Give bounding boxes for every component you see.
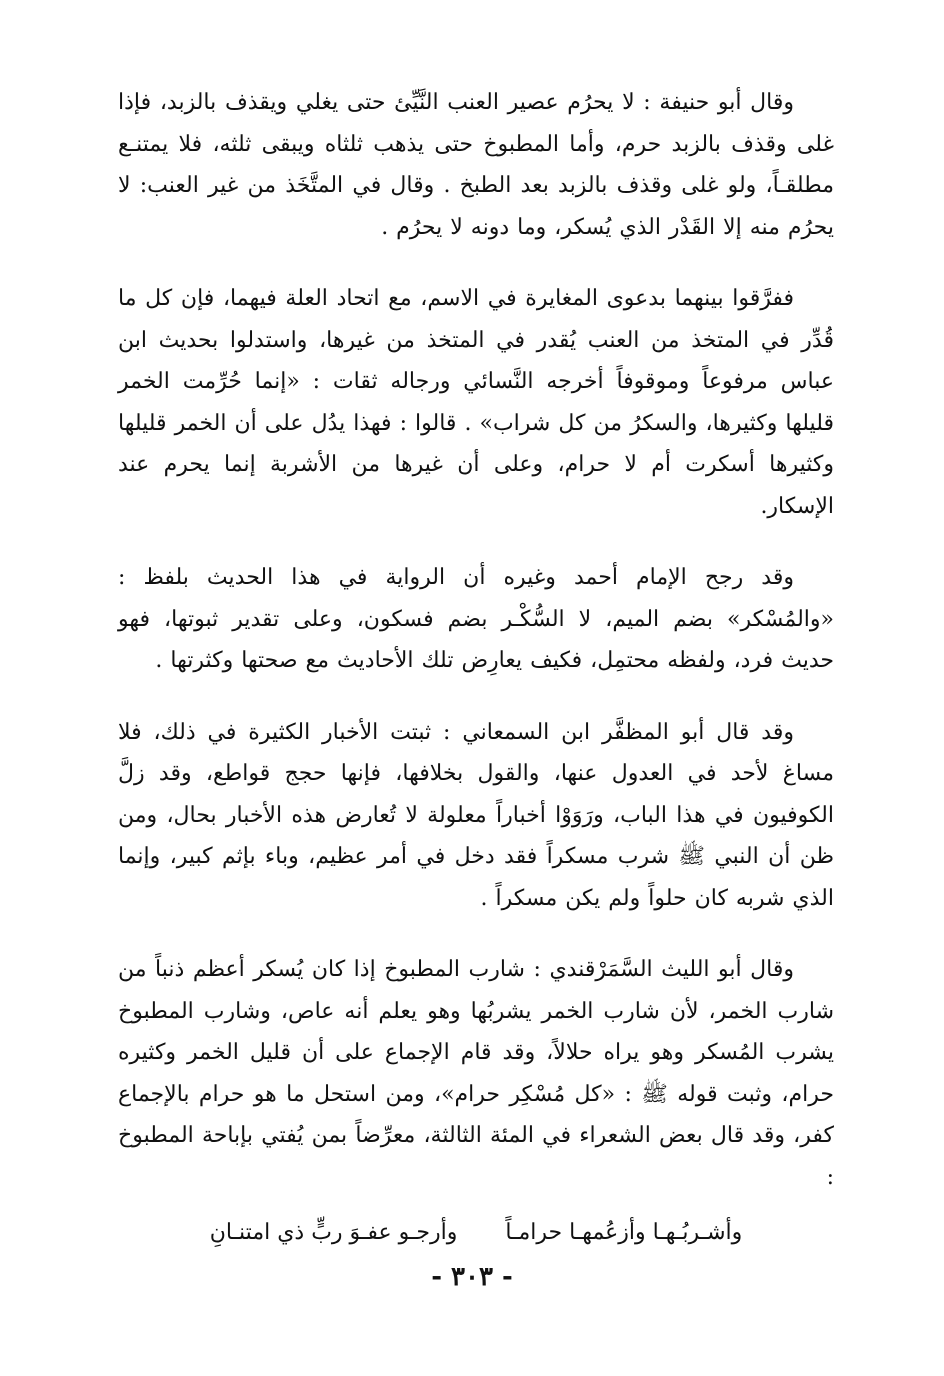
paragraph-abu-hanifa: وقال أبو حنيفة : لا يحرُم عصير العنب النَّيِّئ حتى يغلي ويقذف بالزبد، فإذا غلى وقذف بالزبد حرم، وأما المطبوخ حتى يذهب ثلثاه ويبقى ثلثه، فلا يمتنـع مطلقـاً، ولو غلى وقذف بالزبد بعد الطبخ . وقال في المتَّخَذ من غير العنب: لا يحرُم منه إلا القَدْر الذي يُسكر، وما دونه لا يحرُم . [118, 90, 834, 240]
paragraph-ibn-samani: وقد قال أبو المظفَّر ابن السمعاني : ثبتت الأخبار الكثيرة في ذلك، فلا مساغ لأحد في العدول عنها، والقول بخلافها، فإنها حجج قواطع، وقد زلَّ الكوفيون في هذا الباب، ورَوَوْا أخباراً معلولة لا تُعارض هذه الأخبار بحال، ومن ظن أن النبي ﷺ شرب مسكراً فقد دخل في أمر عظيم، وباء بإثم كبير، وإنما الذي شربه كان حلواً ولم يكن مسكراً . [118, 719, 834, 911]
verse-first-hemistich: وأشـربُـهـا وأزعُمهـا حرامـاً [505, 1220, 743, 1245]
paragraph-ibn-abbas-hadith: ففرَّقوا بينهما بدعوى المغايرة في الاسم، مع اتحاد العلة فيهما، فإن كل ما قُدِّر في المتخذ من العنب يُقدر في المتخذ من غيرها، واستدلوا بحديث ابن عباس مرفوعاً وموقوفاً أخرجه النَّسائي ورجاله ثقات : «إنما حُرِّمت الخمر قليلها وكثيرها، والسكرُ من كل شراب» . قالوا : فهذا يدُل على أن الخمر قليلها وكثيرها أسكرت أم لا حرام، وعلى أن غيرها من الأشربة إنما يحرم عند الإسكار. [118, 286, 834, 519]
poetry-verse [118, 1212, 834, 1253]
page-number: - ٣٠٣ - [431, 1262, 513, 1292]
paragraph-imam-ahmad: وقد رجح الإمام أحمد وغيره أن الرواية في هذا الحديث بلفظ : «والمُسْكر» بضم الميم، لا السُّكْـر بضم فسكون، وعلى تقدير ثبوتها، فهو حديث فرد، ولفظه محتمِل، فكيف يعارِض تلك الأحاديث مع صحتها وكثرتها . [118, 565, 834, 673]
page-body [118, 82, 834, 1253]
paragraph-abu-layth: وقال أبو الليث السَّمَرْقندي : شارب المطبوخ إذا كان يُسكر أعظم ذنباً من شارب الخمر، لأن شارب الخمر يشربُها وهو يعلم أنه عاص، وشارب المطبوخ يشرب المُسكر وهو يراه حلالاً، وقد قام الإجماع على أن قليل الخمر وكثيره حرام، وثبت قوله ﷺ : «كل مُسْكِر حرام»، ومن استحل ما هو حرام بالإجماع كفر، وقد قال بعض الشعراء في المئة الثالثة، معرِّضاً بمن يُفتي بإباحة المطبوخ : [118, 957, 834, 1190]
verse-second-hemistich: وأرجـو عفـوَ ربٍّ ذي امتنـانِ [209, 1220, 458, 1245]
